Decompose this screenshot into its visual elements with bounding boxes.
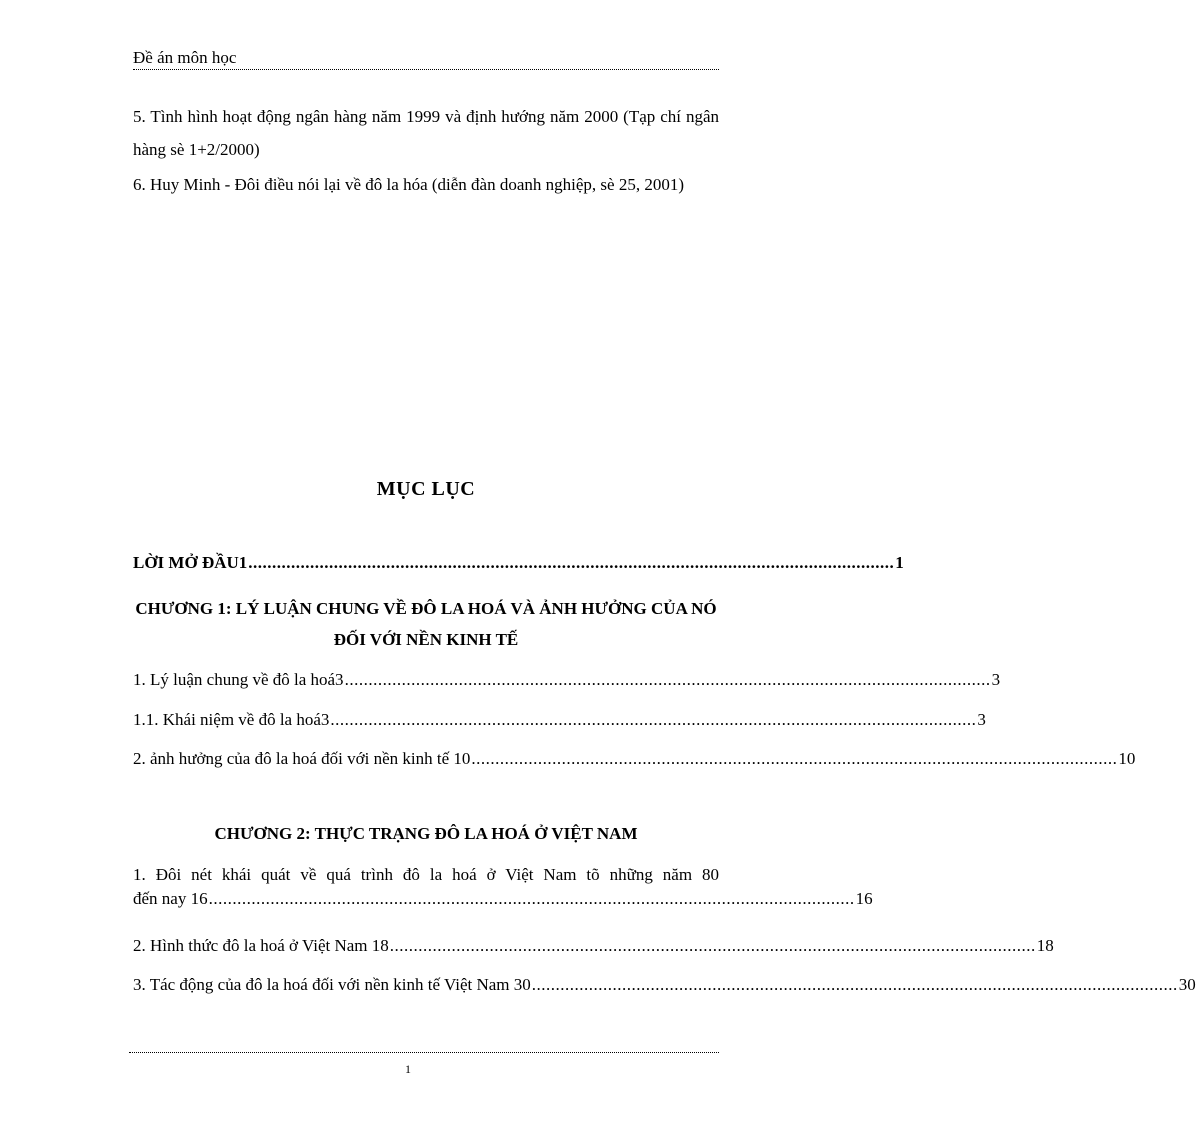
toc-intro-row[interactable] [133, 553, 904, 573]
toc-entry[interactable] [133, 710, 986, 730]
dot-leader: ........................................................................................................................................ [471, 749, 1118, 768]
footer-divider [129, 1052, 719, 1053]
toc-entry[interactable] [133, 936, 1054, 956]
toc-entry[interactable] [133, 858, 873, 909]
header-title: Đề án môn học [133, 48, 237, 67]
toc-page-number: 18 [1036, 936, 1054, 955]
references-section [133, 100, 719, 203]
reference-item: 5. Tình hình hoạt động ngân hàng năm 1999 và định hướng năm 2000 (Tạp chí ngân hàng sè 1+2/2000) [133, 107, 719, 159]
toc-page-number: 3 [991, 670, 1001, 689]
toc-chapter1-title[interactable]: CHƯƠNG 1: LÝ LUẬN CHUNG VỀ ĐÔ LA HOÁ VÀ ẢNH HƯỞNG CỦA NÓ ĐỐI VỚI NỀN KINH TẾ [135, 599, 717, 649]
page-header [133, 48, 719, 70]
toc-entry-label: đến nay 16 [133, 889, 208, 908]
dot-leader: ........................................................................................................................................ [389, 936, 1036, 955]
toc-entry[interactable] [133, 975, 1196, 995]
toc-page-number: 30 [1178, 975, 1196, 994]
reference-item: 6. Huy Minh - Đôi điều nói lại về đô la hóa (diễn đàn doanh nghiệp, sè 25, 2001) [133, 175, 684, 194]
toc-entry-label: 3. Tác động của đô la hoá đối với nền kinh tế Việt Nam 30 [133, 975, 531, 994]
toc-entry[interactable] [133, 670, 1001, 690]
toc-title: MỤC LỤC [376, 478, 476, 500]
dot-leader: ........................................................................................................................................ [330, 710, 977, 729]
toc-entry-label: 2. Hình thức đô la hoá ở Việt Nam 18 [133, 936, 389, 955]
toc-chapter2-title[interactable]: CHƯƠNG 2: THỰC TRẠNG ĐÔ LA HOÁ Ở VIỆT NAM [214, 824, 638, 843]
toc-entry-line: 1. Đôi nét khái quát về quá trình đô la hoá ở Việt Nam tõ những năm 80 [133, 865, 719, 884]
toc-entry-label: LỜI MỞ ĐẦU1 [133, 553, 248, 572]
dot-leader: ........................................................................................................................................ [208, 889, 855, 908]
toc-page-number: 1 [895, 553, 904, 572]
toc-entry-label: 2. ảnh hưởng của đô la hoá đối với nền kinh tế 10 [133, 749, 471, 768]
dot-leader: ........................................................................................................................................ [248, 553, 895, 572]
toc-entry-label: 1.1. Khái niệm về đô la hoá3 [133, 710, 330, 729]
toc-page-number: 16 [855, 889, 873, 908]
dot-leader: ........................................................................................................................................ [531, 975, 1178, 994]
toc-page-number: 10 [1118, 749, 1136, 768]
dot-leader: ........................................................................................................................................ [344, 670, 991, 689]
toc-entry-label: 1. Lý luận chung về đô la hoá3 [133, 670, 344, 689]
toc-page-number: 3 [977, 710, 986, 729]
toc-entry[interactable] [133, 749, 1136, 769]
page-number: 1 [405, 1062, 411, 1076]
